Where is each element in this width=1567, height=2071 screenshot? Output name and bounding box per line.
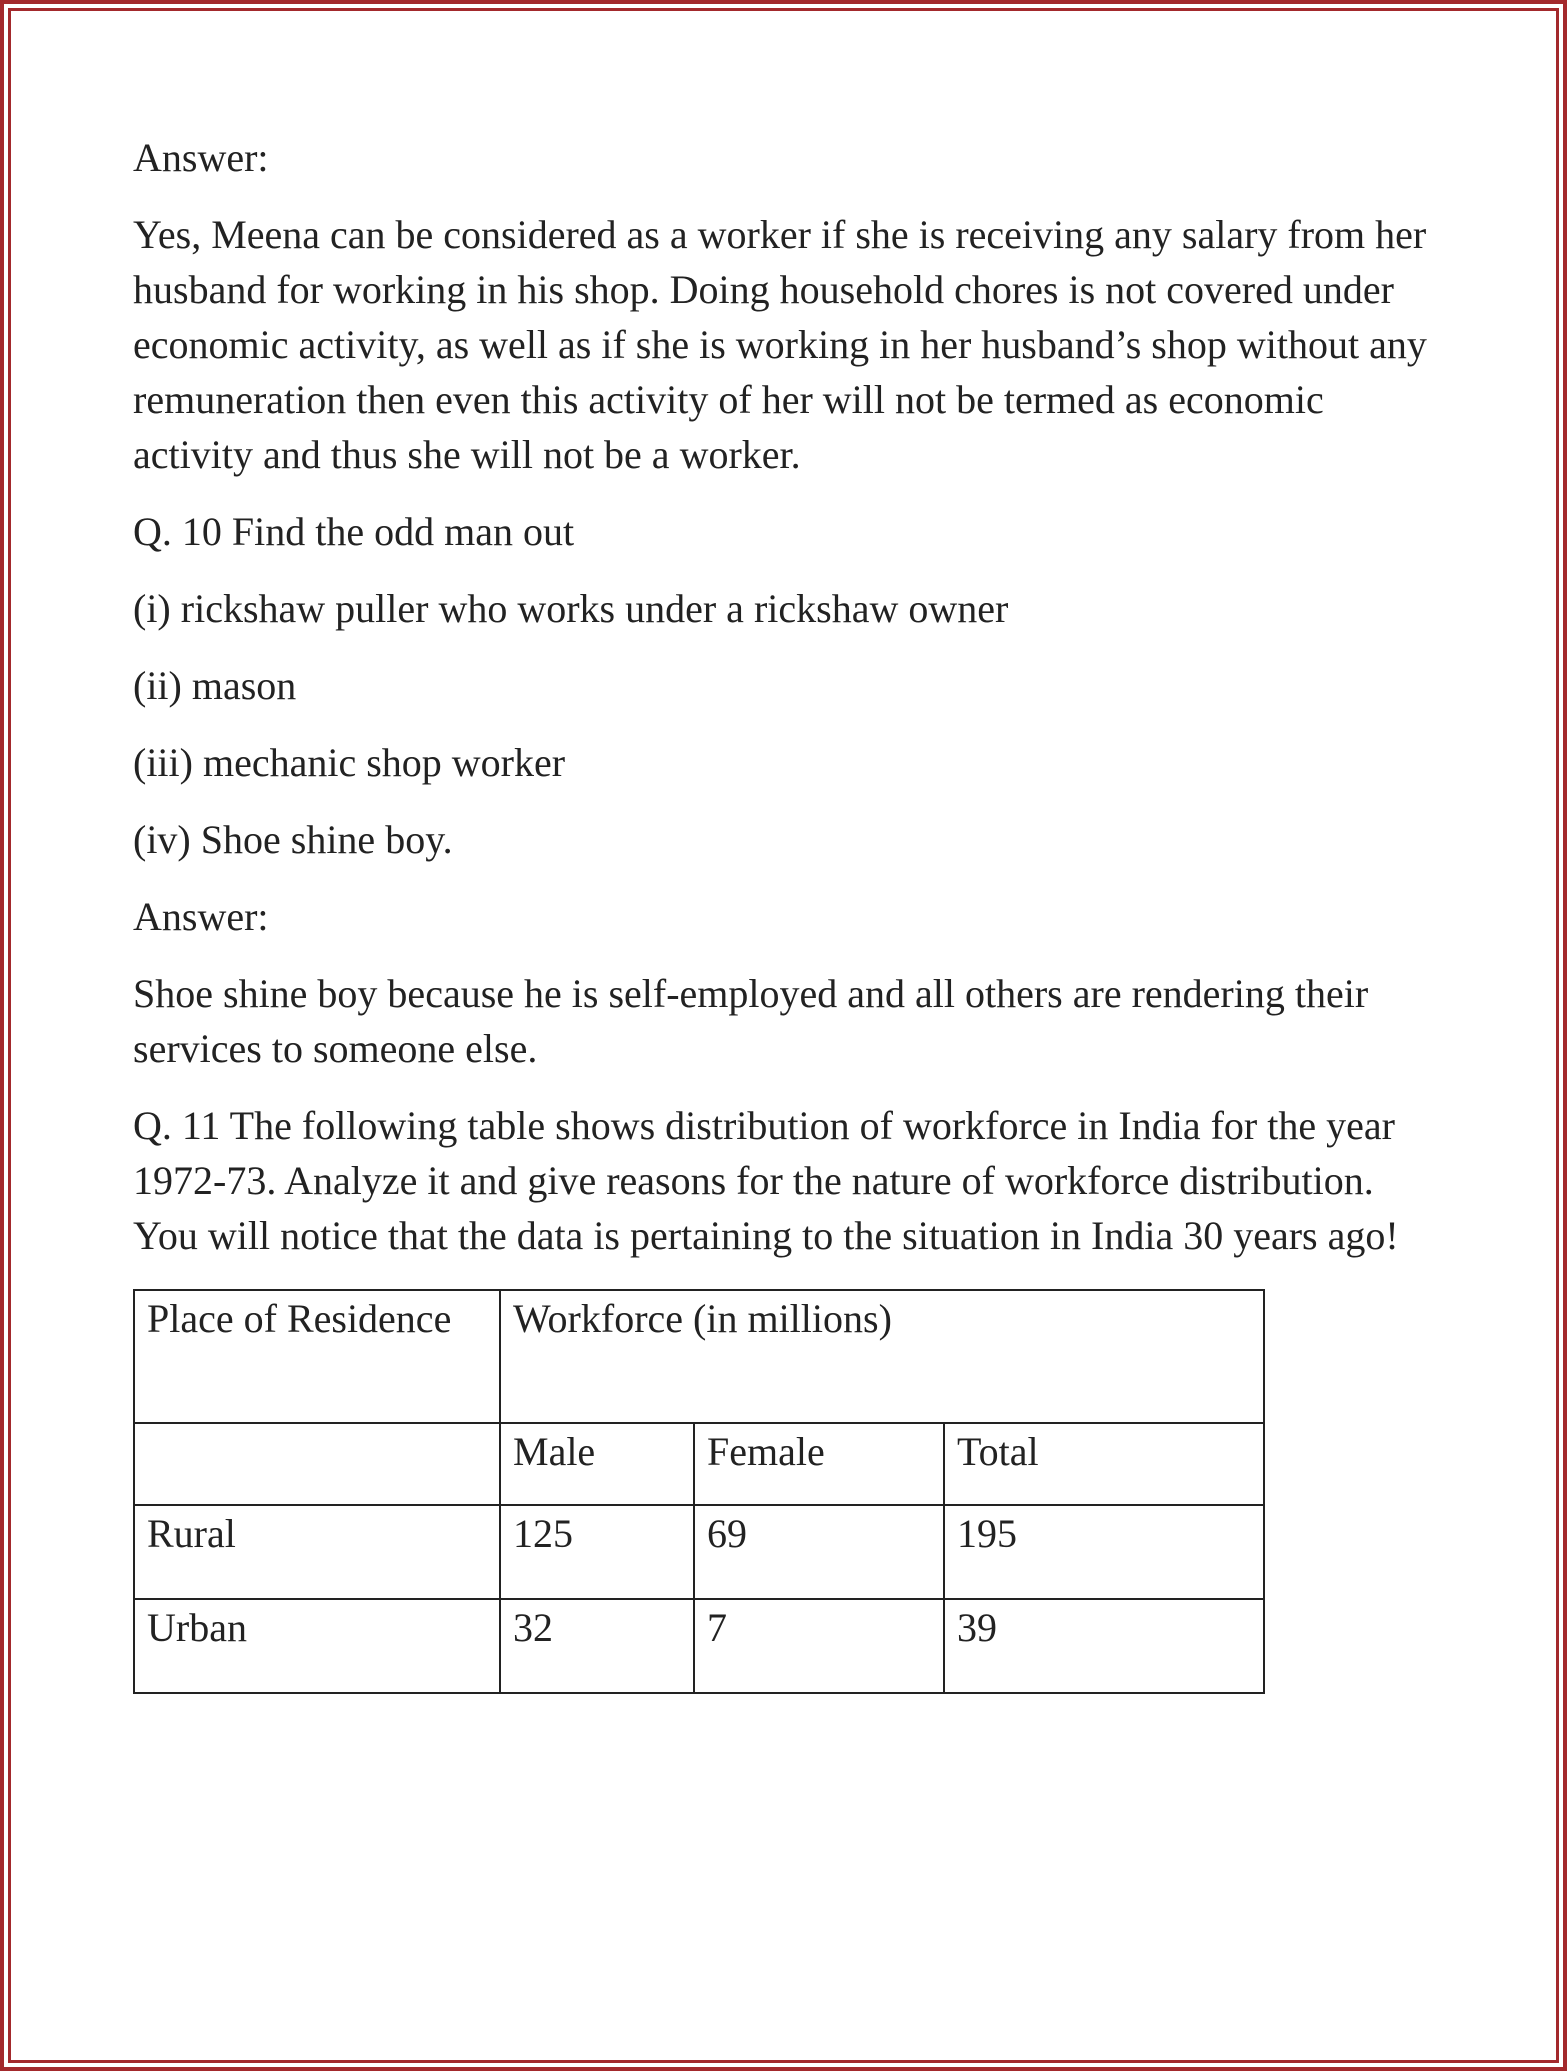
workforce-table xyxy=(133,1289,1265,1694)
answer-label: Answer: xyxy=(133,135,269,180)
option-i: (i) rickshaw puller who works under a rickshaw owner xyxy=(133,586,1009,631)
header-place-of-residence: Place of Residence xyxy=(134,1290,500,1423)
answer-label: Answer: xyxy=(133,894,269,939)
answer-text: Yes, Meena can be considered as a worker if she is receiving any salary from her husband for working in his shop. Doing household chores is not covered under economic activity, as well as if she is working in her husband’s shop without any remuneration then even this activity of her will not be termed as economic activity and thus she will not be a worker. xyxy=(133,212,1427,477)
table-subheader-row xyxy=(134,1423,1264,1505)
table-header-row xyxy=(134,1290,1264,1423)
option-iii: (iii) mechanic shop worker xyxy=(133,740,566,785)
question-11: Q. 11 The following table shows distribution of workforce in India for the year 1972-73. Analyze it and give reasons for the nature of workforce distribution. You will notice that the data is pertaining to the situation in India 30 years ago! xyxy=(133,1103,1399,1258)
table-cell: 39 xyxy=(944,1599,1264,1693)
table-cell: Rural xyxy=(134,1505,500,1599)
document-body xyxy=(133,130,1433,1694)
table-cell: 125 xyxy=(500,1505,694,1599)
table-cell: Urban xyxy=(134,1599,500,1693)
subheader-female: Female xyxy=(694,1423,944,1505)
table-row xyxy=(134,1599,1264,1693)
question-10: Q. 10 Find the odd man out xyxy=(133,509,575,554)
table-cell: 32 xyxy=(500,1599,694,1693)
header-workforce: Workforce (in millions) xyxy=(500,1290,1264,1423)
subheader-total: Total xyxy=(944,1423,1264,1505)
table-cell: 69 xyxy=(694,1505,944,1599)
table-cell: 195 xyxy=(944,1505,1264,1599)
table-row xyxy=(134,1505,1264,1599)
subheader-cell xyxy=(134,1423,500,1505)
answer-text: Shoe shine boy because he is self-employed and all others are rendering their services to someone else. xyxy=(133,971,1369,1071)
option-iv: (iv) Shoe shine boy. xyxy=(133,817,453,862)
subheader-male: Male xyxy=(500,1423,694,1505)
table-cell: 7 xyxy=(694,1599,944,1693)
option-ii: (ii) mason xyxy=(133,663,297,708)
